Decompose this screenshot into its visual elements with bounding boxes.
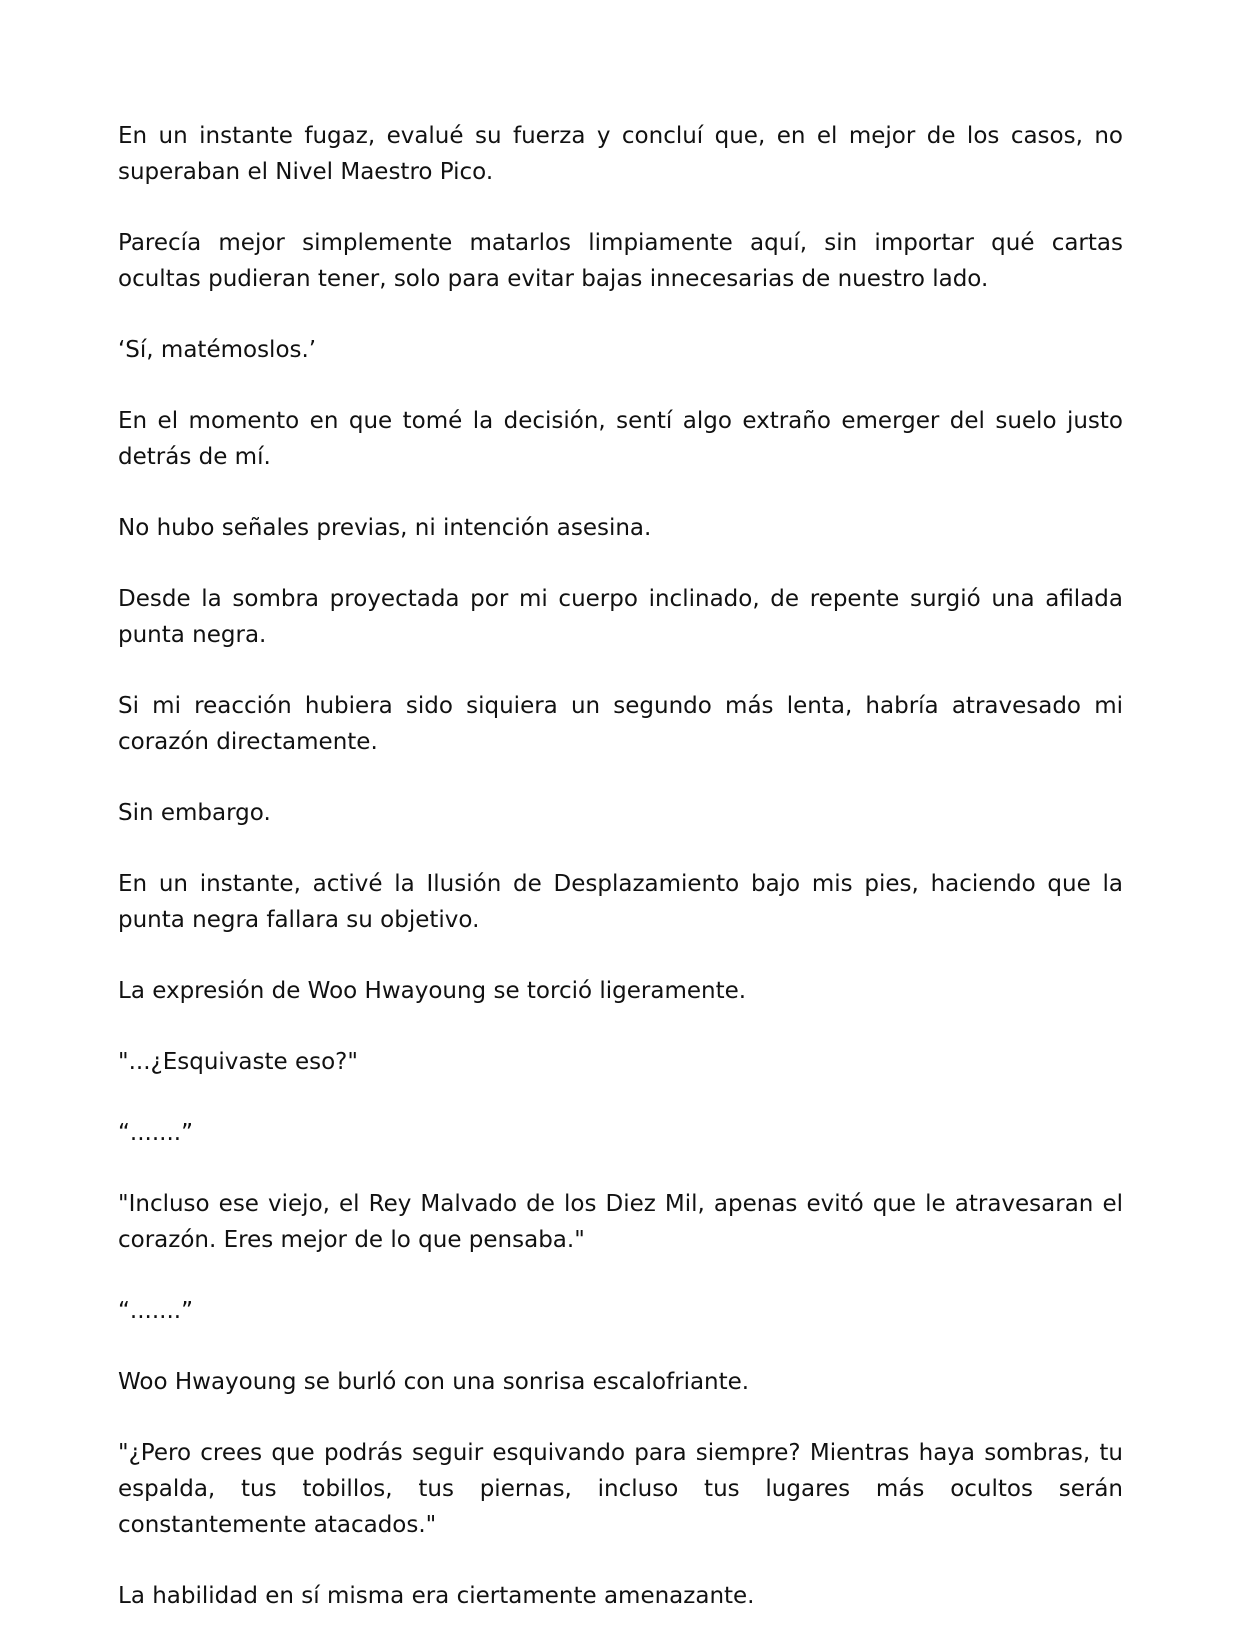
paragraph-17: La habilidad en sí misma era ciertamente amenazante.	[118, 1583, 755, 1609]
paragraph-15: Woo Hwayoung se burló con una sonrisa escalofriante.	[118, 1369, 750, 1395]
paragraph-14: “.......”	[118, 1298, 194, 1324]
paragraph-2: Parecía mejor simplemente matarlos limpiamente aquí, sin importar qué cartas ocultas pudieran tener, solo para evitar bajas innecesarias de nuestro lado.	[118, 230, 1123, 292]
paragraph-10: La expresión de Woo Hwayoung se torció ligeramente.	[118, 978, 747, 1004]
paragraph-6: Desde la sombra proyectada por mi cuerpo inclinado, de repente surgió una afilada punta negra.	[118, 586, 1123, 648]
paragraph-12: “.......”	[118, 1120, 194, 1146]
paragraph-4: En el momento en que tomé la decisión, sentí algo extraño emerger del suelo justo detrás de mí.	[118, 408, 1123, 470]
paragraph-13: "Incluso ese viejo, el Rey Malvado de los Diez Mil, apenas evitó que le atravesaran el corazón. Eres mejor de lo que pensaba."	[118, 1191, 1123, 1253]
paragraph-9: En un instante, activé la Ilusión de Desplazamiento bajo mis pies, haciendo que la punta negra fallara su objetivo.	[118, 871, 1123, 933]
paragraph-16: "¿Pero crees que podrás seguir esquivando para siempre? Mientras haya sombras, tu espalda, tus tobillos, tus piernas, incluso tus lugares más ocultos serán constantemente atacados."	[118, 1440, 1123, 1538]
paragraph-1: En un instante fugaz, evalué su fuerza y concluí que, en el mejor de los casos, no superaban el Nivel Maestro Pico.	[118, 123, 1123, 185]
paragraph-7: Si mi reacción hubiera sido siquiera un segundo más lenta, habría atravesado mi corazón directamente.	[118, 693, 1123, 755]
paragraph-8: Sin embargo.	[118, 800, 271, 826]
paragraph-5: No hubo señales previas, ni intención asesina.	[118, 515, 652, 541]
document-body	[118, 118, 1123, 1649]
paragraph-3: ‘Sí, matémoslos.’	[118, 337, 317, 363]
paragraph-11: "...¿Esquivaste eso?"	[118, 1049, 358, 1075]
